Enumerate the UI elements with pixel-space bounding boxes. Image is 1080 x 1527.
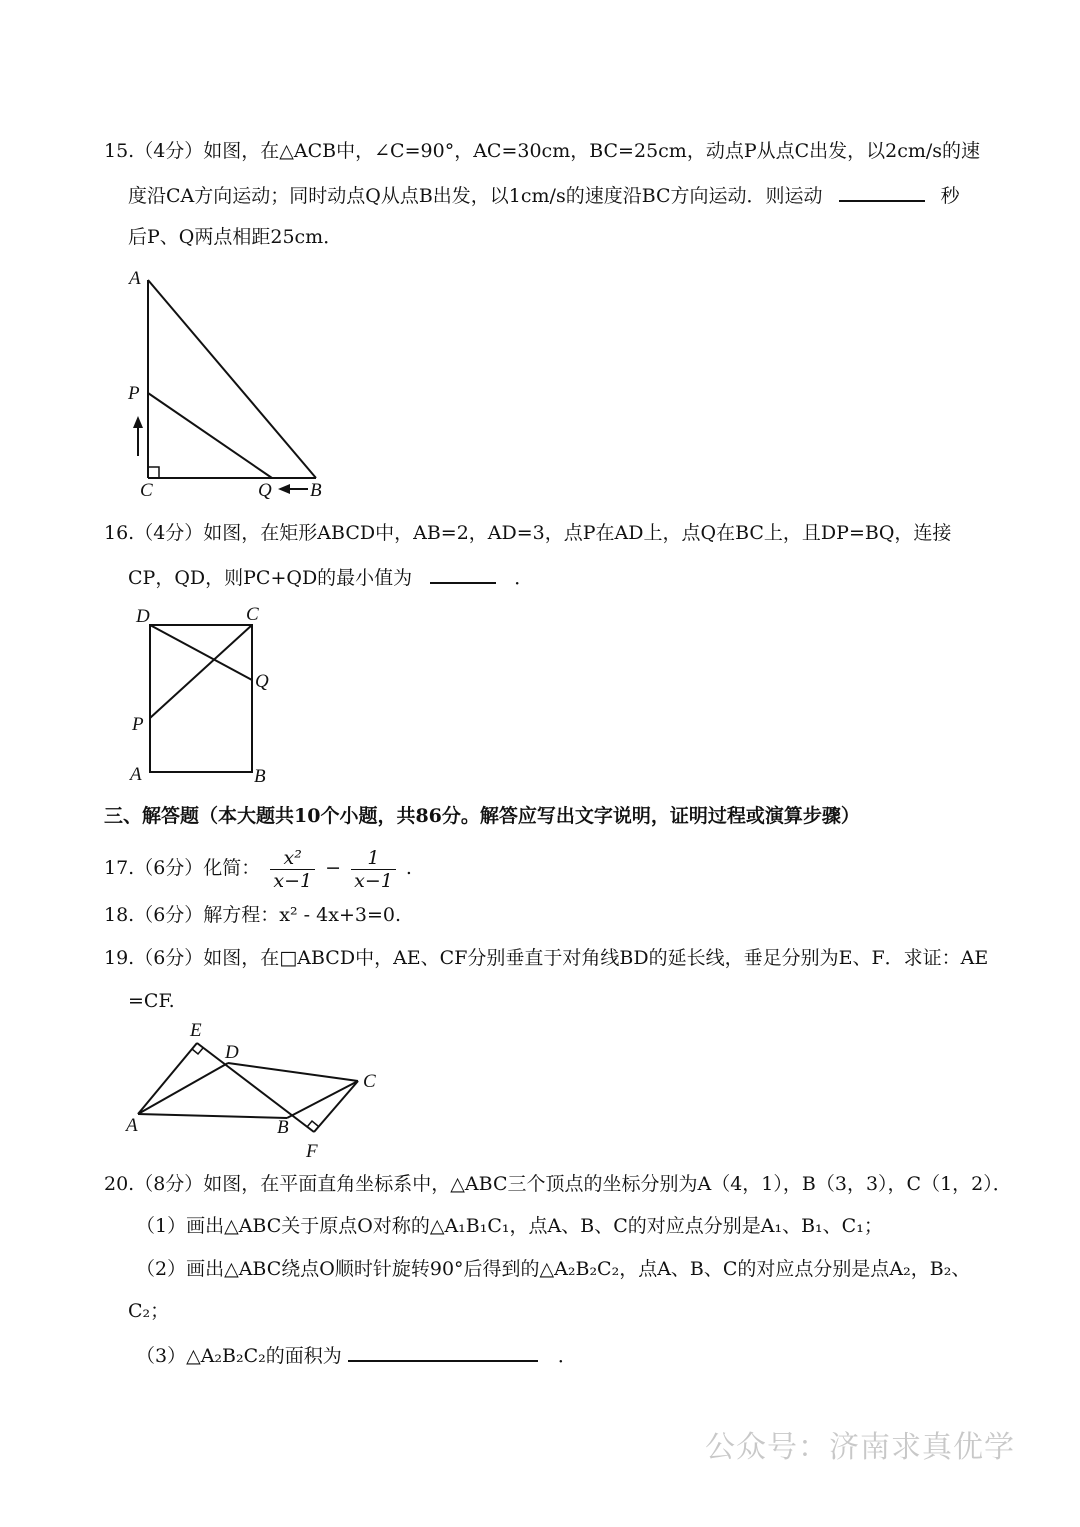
q15-label-C: C [140, 480, 153, 501]
q19-line1: 19.（6分）如图，在□ABCD中，AE、CF分别垂直于对角线BD的延长线，垂足分别为E、F．求证：AE [104, 947, 989, 969]
q17-fraction-1 [270, 847, 315, 892]
q19-label-D: D [225, 1042, 239, 1063]
q16-line2 [128, 564, 533, 590]
q16-label-C: C [246, 604, 259, 625]
q15-line3: 后P、Q两点相距25cm． [128, 226, 343, 248]
q17-numerator-1: x² [270, 847, 315, 870]
q16-answer-blank [430, 564, 496, 584]
q20-part3 [136, 1342, 577, 1368]
q16-label-A: A [130, 764, 142, 785]
q20-part3-end: ． [557, 1345, 577, 1367]
q15-label-B: B [310, 480, 322, 501]
q19-label-E: E [190, 1020, 202, 1041]
q16-line2-text: CP，QD，则PC+QD的最小值为 [128, 567, 413, 589]
q20-part1: （1）画出△ABC关于原点O对称的△A₁B₁C₁，点A、B、C的对应点分别是A₁、B₁、C₁； [136, 1215, 883, 1237]
section-3-heading: 三、解答题（本大题共10个小题，共86分。解答应写出文字说明，证明过程或演算步骤） [104, 805, 860, 827]
q17-numerator-2: 1 [351, 847, 396, 870]
q17-suffix: . [405, 857, 412, 879]
q19-label-B: B [277, 1117, 289, 1138]
q19-line2: =CF. [128, 990, 175, 1012]
q16-label-D: D [136, 606, 150, 627]
q15-label-P: P [128, 383, 140, 404]
q15-line2-text: 度沿CA方向运动；同时动点Q从点B出发，以1cm/s的速度沿BC方向运动．则运动 [128, 185, 823, 207]
q16-label-B: B [254, 766, 266, 787]
q16-label-P: P [132, 714, 144, 735]
q17-fraction-2 [351, 847, 396, 892]
q19-figure [120, 1015, 390, 1165]
q16-line2-end: ． [514, 567, 534, 589]
q17-denominator-2: x−1 [354, 869, 393, 892]
q17 [104, 844, 412, 894]
q19-label-A: A [126, 1115, 138, 1136]
q20-part2-cont: C₂； [128, 1300, 170, 1322]
q15-label-Q: Q [258, 480, 272, 501]
q20-part3-text: （3）△A₂B₂C₂的面积为 [136, 1345, 342, 1367]
q15-label-A: A [129, 268, 141, 289]
q19-label-C: C [363, 1071, 376, 1092]
q20-answer-blank [348, 1342, 538, 1362]
q17-denominator-1: x−1 [273, 869, 313, 892]
q17-operator: − [325, 857, 342, 879]
q15-line2 [128, 182, 960, 208]
q17-prefix: 17.（6分）化简： [104, 857, 261, 879]
q16-line1: 16.（4分）如图，在矩形ABCD中，AB=2，AD=3，点P在AD上，点Q在BC上，且DP=BQ，连接 [104, 522, 952, 544]
q15-figure [120, 260, 340, 505]
q18: 18.（6分）解方程：x² - 4x+3=0. [104, 904, 401, 926]
q15-line2-unit: 秒 [940, 185, 960, 207]
q20-line1: 20.（8分）如图，在平面直角坐标系中，△ABC三个顶点的坐标分别为A（4，1），B（3，3），C（1，2）． [104, 1173, 1012, 1195]
q16-label-Q: Q [255, 671, 269, 692]
watermark: 公众号：济南求真优学 [705, 1430, 1015, 1465]
q16-figure [125, 600, 285, 790]
q15-line1: 15.（4分）如图，在△ACB中，∠C=90°，AC=30cm，BC=25cm，动点P从点C出发，以2cm/s的速 [104, 140, 981, 162]
q19-label-F: F [306, 1141, 318, 1162]
q20-part2: （2）画出△ABC绕点O顺时针旋转90°后得到的△A₂B₂C₂，点A、B、C的对应点分别是点A₂，B₂、 [136, 1258, 971, 1280]
q15-answer-blank [839, 182, 925, 202]
